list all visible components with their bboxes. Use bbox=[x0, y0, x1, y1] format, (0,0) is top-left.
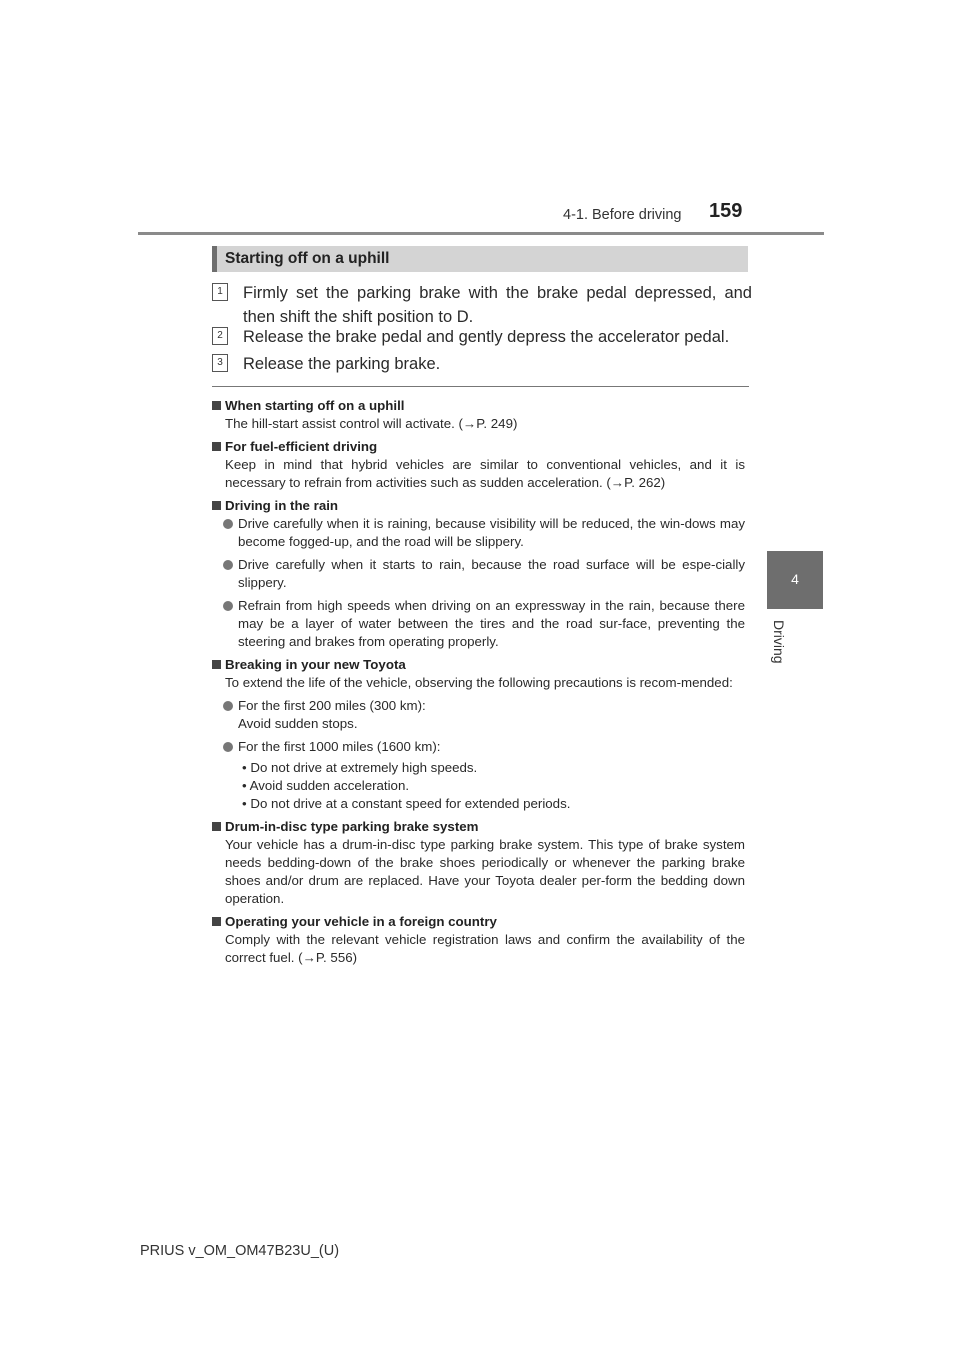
circle-bullet-icon bbox=[223, 560, 233, 570]
step-number: 1 bbox=[212, 283, 228, 301]
footer-model-code: PRIUS v_OM_OM47B23U_(U) bbox=[140, 1243, 340, 1259]
bullet-item: For the first 1000 miles (1600 km): bbox=[212, 738, 745, 756]
note-heading: Drum-in-disc type parking brake system bbox=[212, 818, 745, 836]
step-number: 3 bbox=[212, 354, 228, 372]
note-heading: When starting off on a uphill bbox=[212, 397, 745, 415]
note-heading: Operating your vehicle in a foreign country bbox=[212, 913, 745, 931]
circle-bullet-icon bbox=[223, 601, 233, 611]
step-text: Release the brake pedal and gently depress the accelerator pedal. bbox=[243, 328, 730, 346]
section-title: Starting off on a uphill bbox=[225, 250, 390, 267]
bullet-item: Drive carefully when it is raining, because visibility will be reduced, the win-dows may become fogged-up, and the road will be slippery. bbox=[212, 515, 745, 551]
bullet-item: For the first 200 miles (300 km): Avoid sudden stops. bbox=[212, 697, 745, 733]
square-bullet-icon bbox=[212, 442, 221, 451]
square-bullet-icon bbox=[212, 660, 221, 669]
bullet-item: Drive carefully when it starts to rain, because the road surface will be espe-cially slippery. bbox=[212, 556, 745, 592]
note-drum bbox=[212, 818, 745, 908]
chapter-label: Driving bbox=[771, 620, 787, 664]
chapter-number: 4 bbox=[791, 571, 799, 587]
note-heading: For fuel-efficient driving bbox=[212, 438, 745, 456]
note-rain bbox=[212, 497, 745, 651]
square-bullet-icon bbox=[212, 917, 221, 926]
step-3 bbox=[212, 352, 752, 376]
square-bullet-icon bbox=[212, 822, 221, 831]
note-fuel bbox=[212, 438, 745, 492]
circle-bullet-icon bbox=[223, 701, 233, 711]
step-1 bbox=[212, 281, 752, 329]
step-text: Release the parking brake. bbox=[243, 355, 441, 373]
note-text: Comply with the relevant vehicle registration laws and confirm the availability of the correct fuel. (→P. 556) bbox=[225, 932, 745, 965]
square-bullet-icon bbox=[212, 401, 221, 410]
note-text: Keep in mind that hybrid vehicles are similar to conventional vehicles, and it is necessary to refrain from activities such as sudden acceleration. (→P. 262) bbox=[225, 457, 745, 490]
note-heading: Breaking in your new Toyota bbox=[212, 656, 745, 674]
square-bullet-icon bbox=[212, 501, 221, 510]
step-2 bbox=[212, 325, 752, 349]
header-rule bbox=[138, 232, 824, 235]
notes-section bbox=[212, 397, 745, 972]
page-number: 159 bbox=[709, 200, 743, 222]
step-number: 2 bbox=[212, 327, 228, 345]
sub-item: • Do not drive at a constant speed for extended periods. bbox=[242, 796, 571, 811]
note-uphill bbox=[212, 397, 745, 433]
bullet-item: Refrain from high speeds when driving on an expressway in the rain, because there may be a layer of water between the tires and the road sur-face, preventing the steering and brakes from operating properly. bbox=[212, 597, 745, 651]
note-breakin bbox=[212, 656, 745, 813]
section-heading-bar bbox=[212, 246, 748, 272]
section-divider bbox=[212, 386, 749, 387]
circle-bullet-icon bbox=[223, 742, 233, 752]
note-text: The hill-start assist control will activate. (→P. 249) bbox=[225, 416, 518, 431]
note-text: To extend the life of the vehicle, observing the following precautions is recom-mended: bbox=[225, 675, 733, 690]
chapter-tab bbox=[767, 551, 823, 609]
note-heading: Driving in the rain bbox=[212, 497, 745, 515]
step-text: Firmly set the parking brake with the brake pedal depressed, and then shift the shift position to D. bbox=[243, 284, 752, 326]
note-foreign bbox=[212, 913, 745, 967]
header-section-title: 4-1. Before driving bbox=[563, 207, 682, 223]
circle-bullet-icon bbox=[223, 519, 233, 529]
note-text: Your vehicle has a drum-in-disc type parking brake system. This type of brake system needs bedding-down of the brake shoes periodically or whenever the parking brake shoes and/or drum are replaced. Have your Toyota dealer per-form the bedding down operation. bbox=[225, 837, 745, 906]
sub-item: • Do not drive at extremely high speeds. bbox=[242, 760, 478, 775]
sub-item: • Avoid sudden acceleration. bbox=[242, 778, 410, 793]
